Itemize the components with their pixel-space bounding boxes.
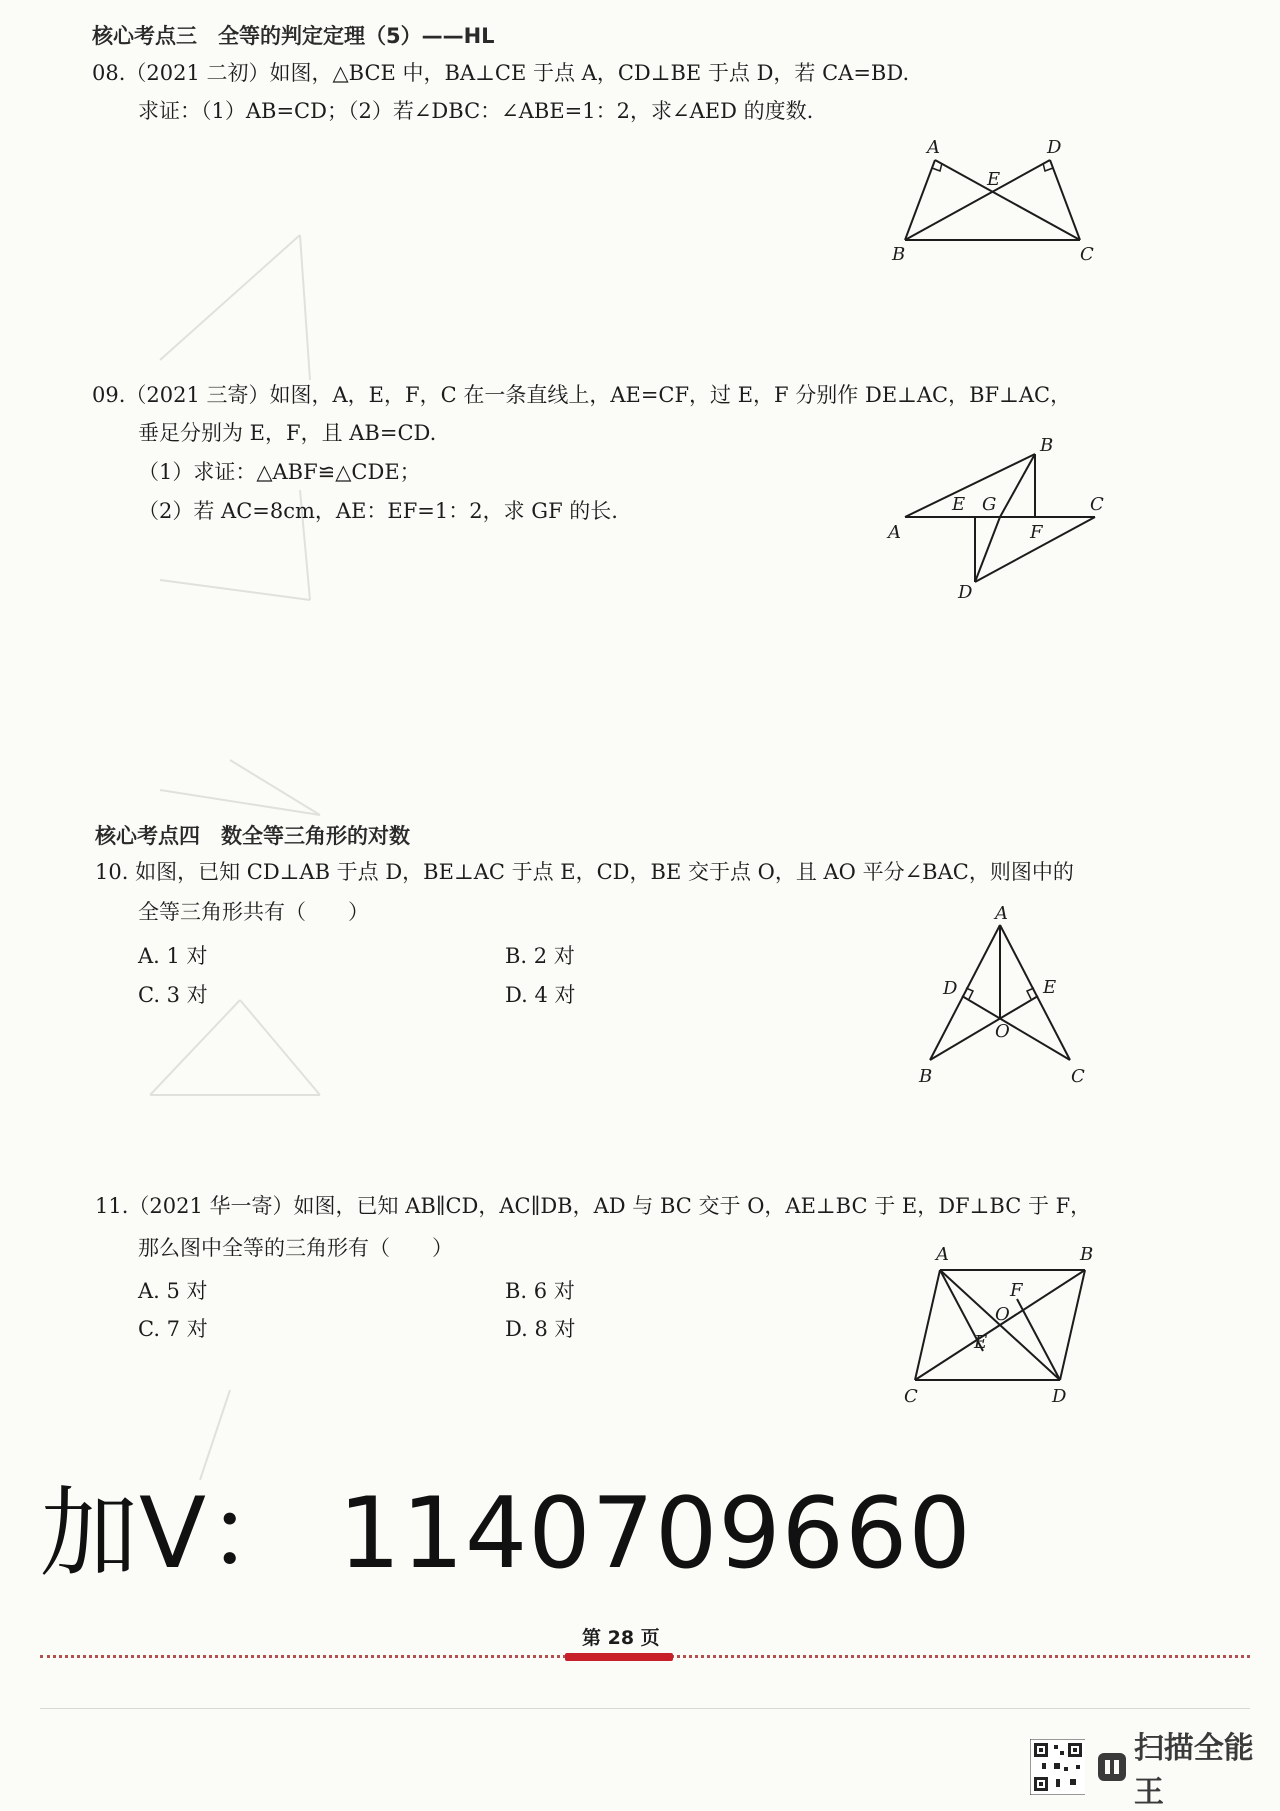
q11-option-a: A. 5 对 <box>138 1279 208 1303</box>
q10-option-b: B. 2 对 <box>505 944 575 968</box>
fig09-label-B: B <box>1040 435 1054 456</box>
q11-line2: 那么图中全等的三角形有（ ） <box>138 1236 453 1260</box>
scanner-logo-text: 扫描全能王 <box>1133 1731 1254 1810</box>
q09-line4: （2）若 AC=8cm，AE：EF=1：2，求 GF 的长. <box>138 499 618 523</box>
q10-line1: 10. 如图，已知 CD⊥AB 于点 D，BE⊥AC 于点 E，CD，BE 交于点 O，且 AO 平分∠BAC，则图中的 <box>95 860 1074 884</box>
q10-option-c: C. 3 对 <box>138 983 208 1007</box>
fig11-label-B: B <box>1080 1244 1094 1265</box>
fig10-label-B: B <box>919 1066 933 1087</box>
fig08-label-D: D <box>1047 137 1062 158</box>
qr-code-icon <box>1030 1739 1085 1795</box>
fig11-label-A: A <box>936 1244 949 1265</box>
fig09-label-A: A <box>888 522 901 543</box>
section-3-heading: 核心考点三 全等的判定定理（5）——HL <box>92 24 495 48</box>
q10-option-d: D. 4 对 <box>505 983 576 1007</box>
q11-option-c: C. 7 对 <box>138 1317 208 1341</box>
fig11-label-E: E <box>974 1332 988 1353</box>
fig08-label-C: C <box>1080 244 1094 265</box>
fig11-label-O: O <box>995 1304 1010 1325</box>
q11-line1: 11.（2021 华一寄）如图，已知 AB∥CD，AC∥DB，AD 与 BC 交于 O，AE⊥BC 于 E，DF⊥BC 于 F， <box>95 1194 1092 1218</box>
fig10-label-C: C <box>1071 1066 1085 1087</box>
watermark-contact: 加V： 1140709660 <box>40 1477 972 1591</box>
figure-q09 <box>880 432 1120 607</box>
fig10-label-O: O <box>995 1021 1010 1042</box>
q10-line2: 全等三角形共有（ ） <box>138 900 369 924</box>
footer-line <box>40 1708 1250 1709</box>
figure-q11 <box>890 1240 1120 1405</box>
fig08-label-B: B <box>892 244 906 265</box>
q11-option-b: B. 6 对 <box>505 1279 575 1303</box>
figure-q10 <box>905 905 1105 1090</box>
fig11-label-F: F <box>1010 1280 1023 1301</box>
q08-line1: 08.（2021 二初）如图，△BCE 中，BA⊥CE 于点 A，CD⊥BE 于点 D，若 CA=BD. <box>92 61 910 85</box>
fig09-label-F: F <box>1030 522 1043 543</box>
fig09-label-G: G <box>982 494 997 515</box>
fig09-label-C: C <box>1090 494 1104 515</box>
figure-q08 <box>880 135 1110 270</box>
fig11-label-C: C <box>904 1386 918 1407</box>
q08-line2: 求证：（1）AB=CD；（2）若∠DBC：∠ABE=1：2，求∠AED 的度数. <box>138 99 814 123</box>
fig11-label-D: D <box>1052 1386 1067 1407</box>
fig09-label-D: D <box>958 582 973 603</box>
footer-red-bar <box>565 1653 673 1661</box>
q09-line1: 09.（2021 三寄）如图，A，E，F，C 在一条直线上，AE=CF，过 E，F 分别作 DE⊥AC，BF⊥AC， <box>92 383 1072 407</box>
q10-option-a: A. 1 对 <box>138 944 208 968</box>
q09-line3: （1）求证：△ABF≌△CDE； <box>138 460 421 484</box>
fig10-label-D: D <box>943 978 958 999</box>
fig10-label-A: A <box>995 903 1008 924</box>
fig09-label-E: E <box>952 494 966 515</box>
fig08-label-E: E <box>987 169 1001 190</box>
scanner-logo <box>1030 1731 1280 1810</box>
fig08-label-A: A <box>927 137 940 158</box>
page-number: 第 28 页 <box>582 1627 660 1649</box>
q09-line2: 垂足分别为 E，F，且 AB=CD. <box>138 421 437 445</box>
scanner-app-icon <box>1097 1752 1126 1782</box>
section-4-heading: 核心考点四 数全等三角形的对数 <box>95 824 410 848</box>
fig10-label-E: E <box>1043 977 1057 998</box>
q11-option-d: D. 8 对 <box>505 1317 576 1341</box>
